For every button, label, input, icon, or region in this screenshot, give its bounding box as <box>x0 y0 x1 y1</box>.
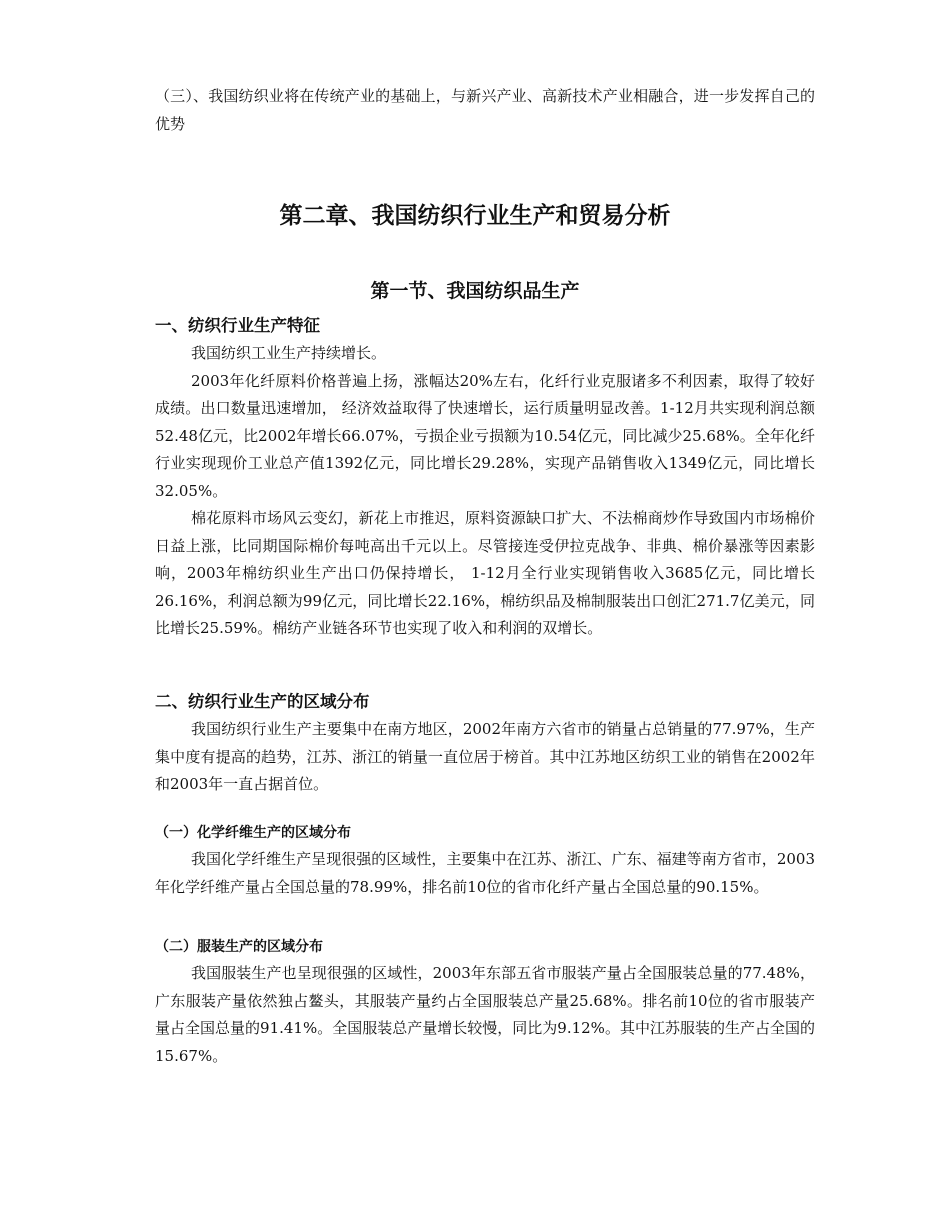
part1-paragraph-1: 我国纺织工业生产持续增长。 <box>191 344 387 362</box>
sub2-heading: （二）服装生产的区域分布 <box>155 939 323 955</box>
sub2-paragraph: 我国服装生产也呈现很强的区域性，2003年东部五省市服装产量占全国服装总量的77.48%，广东服装产量依然独占鳌头，其服装产量约占全国服装总产量25.68%。排名前10位的省市服装产量占全国总量的91.41%。全国服装总产量增长较慢，同比为9.12%。其中江苏服装的生产占全国的15.67%。 <box>155 964 815 1065</box>
chapter-title: 第二章、我国纺织行业生产和贸易分析 <box>279 203 671 229</box>
sub1-paragraph: 我国化学纤维生产呈现很强的区域性，主要集中在江苏、浙江、广东、福建等南方省市，2003年化学纤维产量占全国总量的78.99%，排名前10位的省市化纤产量占全国总量的90.15%。 <box>155 850 815 896</box>
sub1-heading: （一）化学纤维生产的区域分布 <box>155 825 351 841</box>
intro-paragraph: （三）、我国纺织业将在传统产业的基础上，与新兴产业、高新技术产业相融合，进一步发挥自己的优势 <box>155 87 815 133</box>
sub1-body <box>155 846 815 901</box>
section-title: 第一节、我国纺织品生产 <box>370 280 580 302</box>
part1-heading: 一、纺织行业生产特征 <box>155 316 320 335</box>
part1-body <box>155 340 815 643</box>
part1-paragraph-2: 2003年化纤原料价格普遍上扬，涨幅达20%左右，化纤行业克服诸多不利因素，取得了较好成绩。出口数量迅速增加， 经济效益取得了快速增长，运行质量明显改善。1-12月共实现利润总额52.48亿元，比2002年增长66.07%，亏损企业亏损额为10.54亿元，同比减少25.68%。全年化纤行业实现现价工业总产值1392亿元，同比增长29.28%，实现产品销售收入1349亿元，同比增长32.05%。 <box>155 371 815 500</box>
part1-paragraph-3: 棉花原料市场风云变幻，新花上市推迟，原料资源缺口扩大、不法棉商炒作导致国内市场棉价日益上涨，比同期国际棉价每吨高出千元以上。尽管接连受伊拉克战争、非典、棉价暴涨等因素影响，2003年棉纺织业生产出口仍保持增长， 1-12月全行业实现销售收入3685亿元，同比增长26.16%，利润总额为99亿元，同比增长22.16%，棉纺织品及棉制服装出口创汇271.7亿美元，同比增长25.59%。棉纺产业链各环节也实现了收入和利润的双增长。 <box>155 509 815 637</box>
sub2-body <box>155 960 815 1070</box>
part2-heading: 二、纺织行业生产的区域分布 <box>155 692 370 711</box>
part2-body <box>155 716 815 799</box>
part2-paragraph: 我国纺织行业生产主要集中在南方地区，2002年南方六省市的销量占总销量的77.97%，生产集中度有提高的趋势，江苏、浙江的销量一直位居于榜首。其中江苏地区纺织工业的销售在2002年和2003年一直占据首位。 <box>155 720 815 793</box>
